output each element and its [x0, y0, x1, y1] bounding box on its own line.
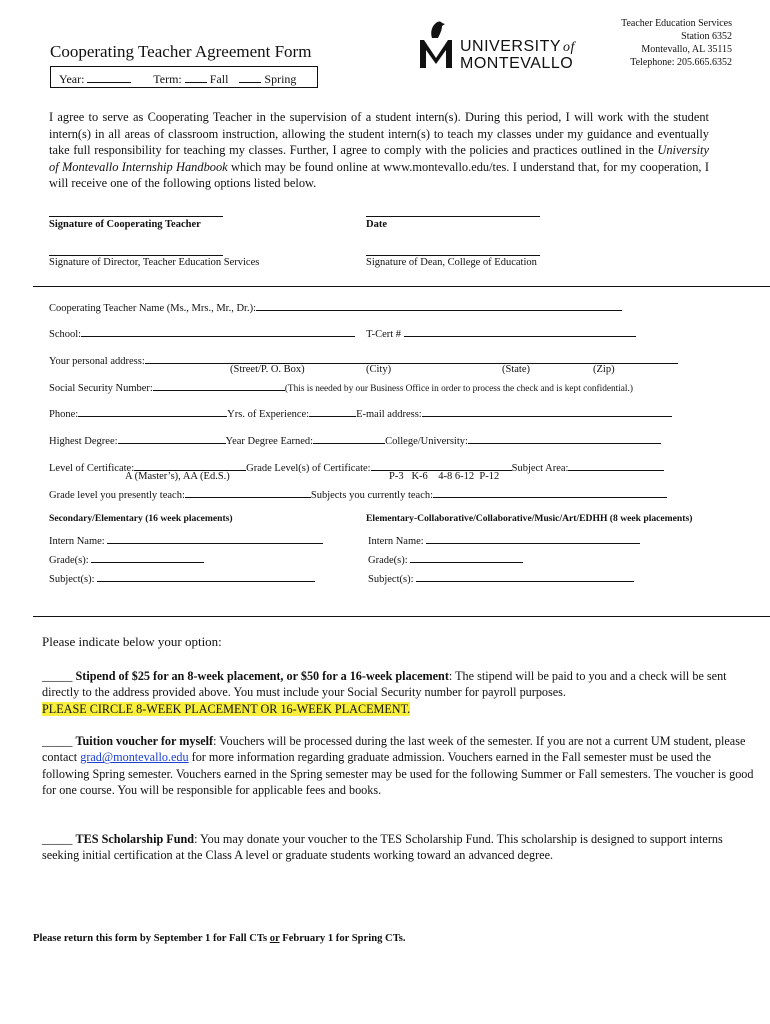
address-block [621, 17, 732, 69]
date-label: Date [366, 219, 387, 230]
teacher-name-row: Cooperating Teacher Name (Ms., Mrs., Mr., Dr.): [49, 298, 622, 314]
stipend-option: _____ Stipend of $25 for an 8-week placement, or $50 for a 16-week placement: The stipend will be paid to you and a check will be sent directly to the address provided above. You must include your Social Security number for payroll purposes. PLEASE CIRCLE 8-WEEK PLACEMENT OR 16-WEEK PLACEMENT. [42, 669, 727, 716]
term-label: Term: [153, 72, 182, 86]
left-grades-row: Grade(s): [49, 550, 204, 566]
right-grades-field[interactable] [410, 550, 523, 563]
address-line: Station 6352 [681, 31, 732, 42]
ssn-row: Social Security Number: (This is needed by our Business Office in order to process the check and is kept confidential.) [49, 378, 633, 394]
spring-label: Spring [264, 72, 297, 86]
phone-field[interactable] [78, 404, 227, 417]
handbook-title: University of Montevallo Internship Handbook [49, 143, 709, 174]
grade-teach-row: Grade level you presently teach: Subjects you currently teach: [49, 485, 667, 501]
right-intern-name-field[interactable] [426, 531, 640, 544]
right-subjects-row: Subject(s): [368, 569, 634, 585]
left-grades-field[interactable] [91, 550, 204, 563]
city-caption: (City) [366, 364, 392, 375]
ssn-field[interactable] [153, 378, 285, 391]
scholarship-blank[interactable]: _____ [42, 832, 73, 846]
right-subjects-field[interactable] [416, 569, 634, 582]
teacher-name-field[interactable] [256, 298, 622, 311]
left-intern-name-row: Intern Name: [49, 531, 323, 547]
cooperating-teacher-signature-line[interactable] [49, 216, 223, 217]
college-field[interactable] [468, 431, 661, 444]
voucher-title: Tuition voucher for myself [75, 734, 214, 748]
raven-m-logo-icon [416, 18, 456, 70]
collaborative-placement-heading: Elementary-Collaborative/Collaborative/Music/Art/EDHH (8 week placements) [366, 513, 693, 524]
zip-caption: (Zip) [593, 364, 615, 375]
email-field[interactable] [422, 404, 672, 417]
voucher-option: _____ Tuition voucher for myself: Vouchers will be processed during the last week of the semester. If you are not a current UM student, please contact grad@montevallo.edu for more information regarding graduate admission. Vouchers earned in the Fall semester must be used the following Spring semester. Vouchers earned in the Spring semester may be used for the following Summer or Fall semesters. The voucher is good for one course. You will be responsible for applicable fees and books. [42, 734, 754, 798]
fall-field[interactable] [185, 70, 207, 83]
tcert-field[interactable] [404, 324, 636, 337]
section-divider [33, 616, 770, 617]
section-divider [33, 286, 770, 287]
grade-teach-field[interactable] [185, 485, 311, 498]
director-signature-label: Signature of Director, Teacher Education Services [49, 257, 260, 268]
subject-area-field[interactable] [568, 458, 664, 471]
dean-signature-line[interactable] [366, 255, 540, 256]
university-logo [414, 18, 594, 74]
secondary-placement-heading: Secondary/Elementary (16 week placements) [49, 513, 233, 524]
address-line: Montevallo, AL 35115 [641, 44, 732, 55]
certificate-row: Level of Certificate: Grade Level(s) of Certificate: Subject Area: [49, 458, 664, 474]
year-label: Year: [59, 72, 85, 86]
scholarship-title: TES Scholarship Fund [75, 832, 195, 846]
state-caption: (State) [502, 364, 530, 375]
stipend-title: Stipend of $25 for an 8-week placement, or $50 for a 16-week placement [75, 669, 449, 683]
left-subjects-row: Subject(s): [49, 569, 315, 585]
agreement-paragraph: I agree to serve as Cooperating Teacher in the supervision of a student intern(s). During this period, I will work with the student intern(s) in all areas of classroom instruction, allowing the student intern(s) to teach my classes under my guidance and eventually take full responsibility for teaching my classes. Further, I agree to comply with the policies and practices outlined in the University of Montevallo Internship Handbook which may be found online at www.montevallo.edu/tes. I understand that, for my cooperation, I will receive one of the following options listed below. [49, 110, 709, 191]
cooperating-teacher-signature-label: Signature of Cooperating Teacher [49, 219, 201, 230]
ssn-note: (This is needed by our Business Office in order to process the check and is kept confidential.) [284, 384, 633, 394]
phone-row: Phone: Yrs. of Experience: E-mail address: [49, 404, 672, 420]
degree-row: Highest Degree: Year Degree Earned: College/University: [49, 431, 661, 447]
experience-field[interactable] [309, 404, 356, 417]
voucher-blank[interactable]: _____ [42, 734, 73, 748]
grade-options: P-3 K-6 4-8 6-12 P-12 [389, 471, 500, 482]
options-intro: Please indicate below your option: [42, 634, 222, 649]
subjects-teach-field[interactable] [433, 485, 667, 498]
right-grades-row: Grade(s): [368, 550, 523, 566]
year-term-box [50, 66, 318, 88]
left-intern-name-field[interactable] [107, 531, 323, 544]
logo-montevallo: MONTEVALLO [460, 55, 574, 72]
address-row: Your personal address: [49, 351, 678, 367]
school-field[interactable] [81, 324, 355, 337]
spring-field[interactable] [239, 70, 261, 83]
circle-placement-notice: PLEASE CIRCLE 8-WEEK PLACEMENT OR 16-WEEK PLACEMENT. [42, 701, 411, 716]
grad-email-link[interactable]: grad@montevallo.edu [80, 750, 189, 765]
left-subjects-field[interactable] [97, 569, 315, 582]
address-line: Telephone: 205.665.6352 [630, 57, 732, 68]
cert-options: A (Master’s), AA (Ed.S.) [125, 471, 230, 482]
degree-field[interactable] [118, 431, 226, 444]
grade-levels-field[interactable] [371, 458, 512, 471]
director-signature-line[interactable] [49, 255, 223, 256]
right-intern-name-row: Intern Name: [368, 531, 640, 547]
year-earned-field[interactable] [313, 431, 385, 444]
return-deadline: Please return this form by September 1 for Fall CTs or February 1 for Spring CTs. [33, 933, 406, 944]
dean-signature-label: Signature of Dean, College of Education [366, 257, 537, 268]
school-row: School: T-Cert # [49, 324, 636, 340]
stipend-blank[interactable]: _____ [42, 669, 73, 683]
address-field[interactable] [145, 351, 678, 364]
year-field[interactable] [87, 70, 131, 83]
form-title: Cooperating Teacher Agreement Form [50, 42, 312, 61]
logo-university: UNIVERSITY of [460, 38, 575, 55]
address-line: Teacher Education Services [621, 18, 732, 29]
date-line[interactable] [366, 216, 540, 217]
street-caption: (Street/P. O. Box) [230, 364, 305, 375]
scholarship-option: _____ TES Scholarship Fund: You may donate your voucher to the TES Scholarship Fund. This scholarship is designed to support interns seeking initial certification at the Class A level or graduate students working toward an advanced degree. [42, 832, 723, 863]
fall-label: Fall [209, 72, 229, 86]
cert-level-field[interactable] [134, 458, 246, 471]
